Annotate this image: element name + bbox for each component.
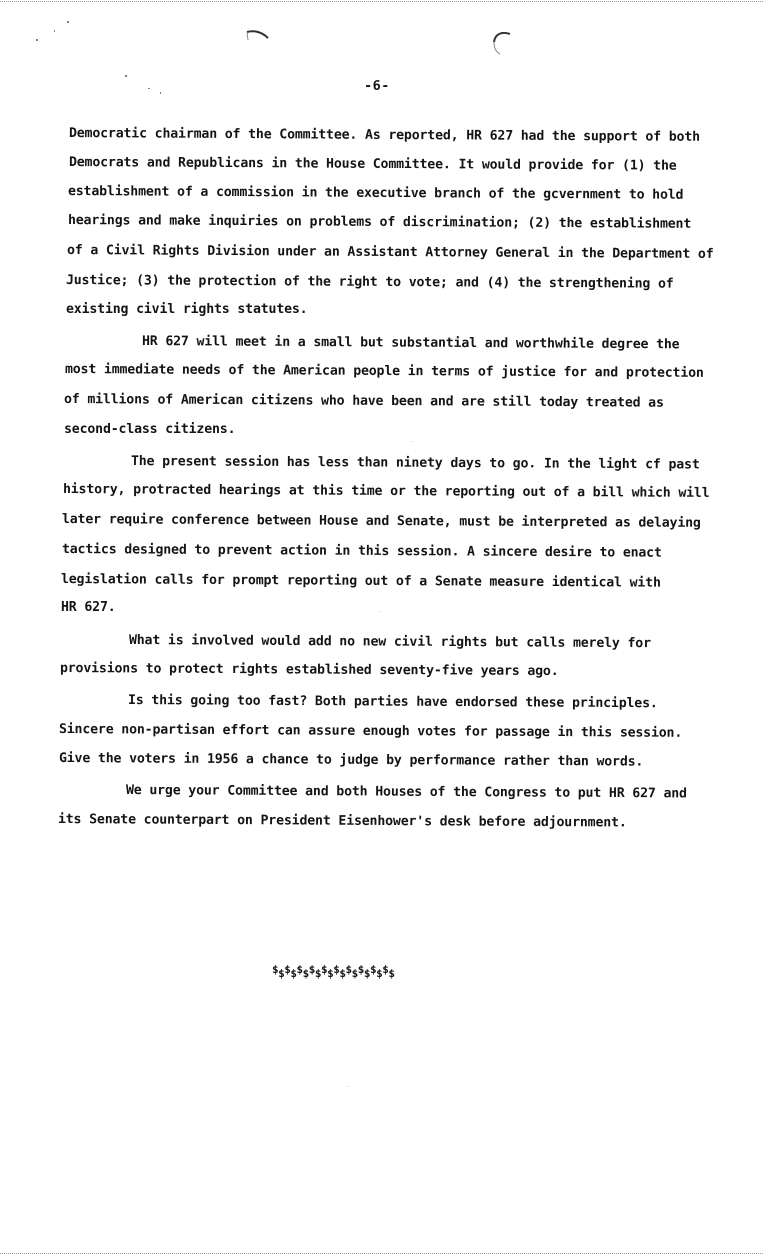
body-text-line: second-class citizens. xyxy=(64,422,236,437)
body-text-line: Democratic chairman of the Committee. As reported, HR 627 had the support of both xyxy=(68,126,701,145)
scan-speck xyxy=(160,92,161,94)
scan-speck xyxy=(412,441,413,442)
body-text-line: tactics designed to prevent action in this session. A sincere desire to enact xyxy=(61,542,662,561)
scan-speck xyxy=(125,75,127,77)
punch-hole-mark-left xyxy=(242,26,272,56)
body-text-line: of millions of American citizens who have been and are still today treated as xyxy=(63,392,664,411)
body-text-line: of a Civil Rights Division under an Assistant Attorney General in the Department of xyxy=(66,243,714,262)
body-text-line: HR 627. xyxy=(61,600,116,615)
body-text-line: most immediate needs of the American people in terms of justice for and protection xyxy=(64,362,704,381)
bottom-edge-rule xyxy=(0,1253,763,1254)
body-text-line: Is this going too fast? Both parties have endorsed these principles. xyxy=(127,693,658,712)
body-text-line: later require conference between House and Senate, must be interpreted as delaying xyxy=(61,512,701,531)
top-edge-rule xyxy=(0,1,763,2)
body-text-line: history, protracted hearings at this time or the reporting out of a bill which will xyxy=(62,482,710,501)
body-text-line: Sincere non-partisan effort can assure enough votes for passage in this session. xyxy=(58,722,683,741)
page-number: -6- xyxy=(364,78,390,94)
scan-speck xyxy=(67,21,69,23)
body-text-line: What is involved would add no new civil rights but calls merely for xyxy=(128,633,651,652)
body-text-line: legislation calls for prompt reporting out of a Senate measure identical with xyxy=(60,572,661,591)
punch-hole-mark-right xyxy=(490,28,520,58)
body-text-line: its Senate counterpart on President Eisenhower's desk before adjournment. xyxy=(57,812,627,831)
scan-speck xyxy=(36,39,38,41)
scan-speck xyxy=(348,1086,349,1087)
body-text-line: existing civil rights statutes. xyxy=(66,302,308,317)
body-text-line: We urge your Committee and both Houses of the Congress to put HR 627 and xyxy=(125,783,687,802)
body-text-line: establishment of a commission in the executive branch of the gcvernment to hold xyxy=(67,184,684,203)
body-text-line: Justice; (3) the protection of the right to vote; and (4) the strengthening of xyxy=(65,273,674,292)
scan-speck xyxy=(380,611,381,612)
scan-speck xyxy=(54,30,55,32)
dollar-sign-ornament: $$$$$$$$$$$$$$$$$$$$ xyxy=(272,963,395,980)
body-text-line: Give the voters in 1956 a chance to judge by performance rather than words. xyxy=(58,751,644,770)
body-text-line: provisions to protect rights established seventy-five years ago. xyxy=(59,661,559,680)
body-text-line: hearings and make inquiries on problems of discrimination; (2) the establishment xyxy=(67,213,692,232)
body-text-line: The present session has less than ninety days to go. In the light cf past xyxy=(130,454,700,473)
body-text-line: Democrats and Republicans in the House Committee. It would provide for (1) the xyxy=(68,155,677,174)
scan-speck xyxy=(148,88,150,89)
body-text-line: HR 627 will meet in a small but substantial and worthwhile degree the xyxy=(141,334,680,353)
